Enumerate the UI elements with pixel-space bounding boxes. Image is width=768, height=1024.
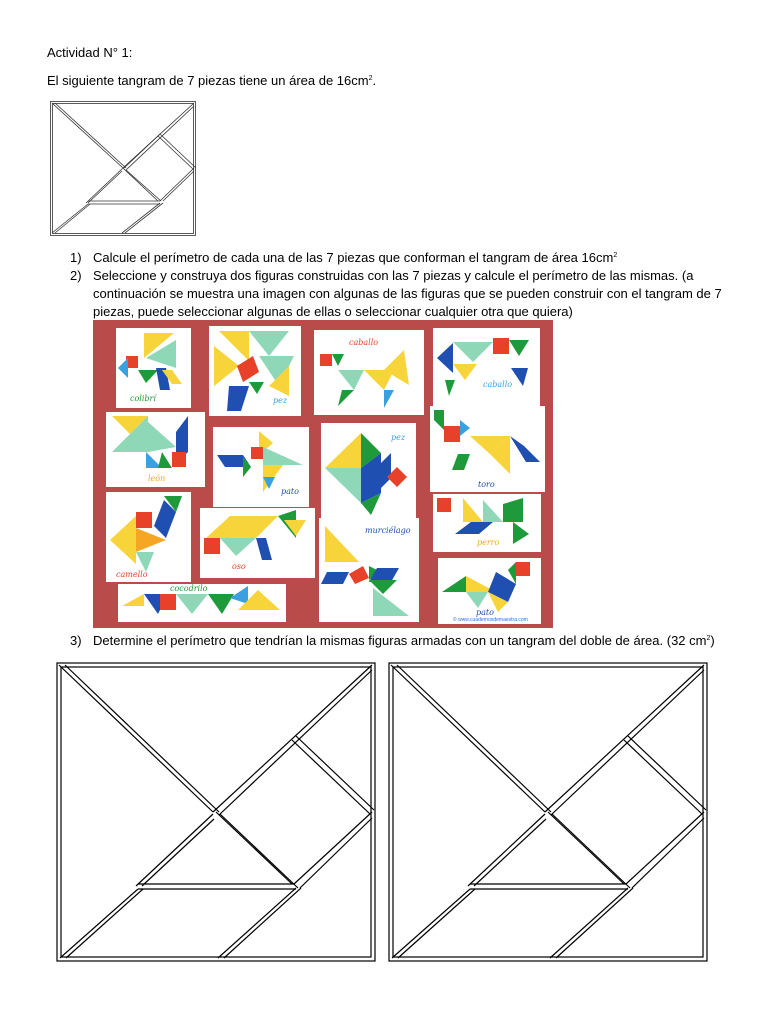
figure-murcielago <box>319 518 419 622</box>
caption-colibri: colibrí <box>130 394 156 403</box>
q1-main: Calcule el perímetro de cada una de las 7 piezas que conforman el tangram de área 16cm <box>93 250 614 265</box>
q1-sup: 2 <box>613 252 618 259</box>
activity-title: Actividad N° 1: <box>47 45 133 60</box>
figure-pato-2 <box>438 558 541 624</box>
figure-pez-1 <box>209 326 301 416</box>
caption-murcielago: murciélago <box>365 526 411 535</box>
caption-camello: camello <box>116 570 148 579</box>
q3-text <box>93 633 715 648</box>
q1-text <box>93 250 617 265</box>
figure-oso <box>200 508 315 578</box>
small-tangram-diagram <box>50 101 197 237</box>
caption-perro: perro <box>477 538 500 547</box>
q2-line-3: piezas, puede seleccionar algunas de ellas o seleccionar cualquier otra que quiera) <box>93 304 573 319</box>
large-tangram-right <box>388 662 708 962</box>
figure-camello <box>106 492 191 582</box>
q3-number: 3) <box>70 633 82 648</box>
caption-toro: toro <box>478 480 495 489</box>
figure-toro <box>430 406 545 492</box>
q2-number: 2) <box>70 268 82 283</box>
q2-line-2: continuación se muestra una imagen con algunas de las figuras que se pueden construir con el tangram de 7 <box>93 286 722 301</box>
intro-end: . <box>372 73 377 88</box>
tangram-figures-board <box>93 320 553 628</box>
figure-leon <box>106 412 205 487</box>
figure-cocodrilo <box>118 584 286 622</box>
large-tangram-left <box>56 662 376 962</box>
caption-caballo-1: caballo <box>349 338 379 347</box>
caption-pato-2: pato <box>476 608 494 617</box>
figure-pez-2 <box>321 423 416 523</box>
figure-colibri <box>116 328 191 408</box>
q3-main: Determine el perímetro que tendrían la mismas figuras armadas con un tangram del doble de área. (32 cm <box>93 633 707 648</box>
figure-caballo-1 <box>314 330 424 415</box>
caption-leon: león <box>148 474 166 483</box>
caption-pez-2: pez <box>391 433 406 442</box>
caption-pato-1: pato <box>281 487 299 496</box>
caption-oso: oso <box>232 562 246 571</box>
q1-number: 1) <box>70 250 82 265</box>
figure-pato-1 <box>213 427 309 507</box>
caption-pez-1: pez <box>273 396 288 405</box>
q3-end: ) <box>710 633 715 648</box>
intro-main: El siguiente tangram de 7 piezas tiene un área de 16cm <box>47 73 369 88</box>
q2-line-1: Seleccione y construya dos figuras construidas con las 7 piezas y calcule el perímetro de las mismas. (a <box>93 268 694 283</box>
intro-sup: 2 <box>368 75 373 82</box>
intro-text <box>47 73 376 88</box>
figure-caballo-2 <box>433 328 540 406</box>
watermark: © www.cuadernosdemaestra.com <box>453 617 528 623</box>
q3-sup: 2 <box>706 635 711 642</box>
figure-perro <box>433 494 541 552</box>
caption-caballo-2: caballo <box>483 380 513 389</box>
caption-cocodrilo: cocodrilo <box>170 584 208 593</box>
